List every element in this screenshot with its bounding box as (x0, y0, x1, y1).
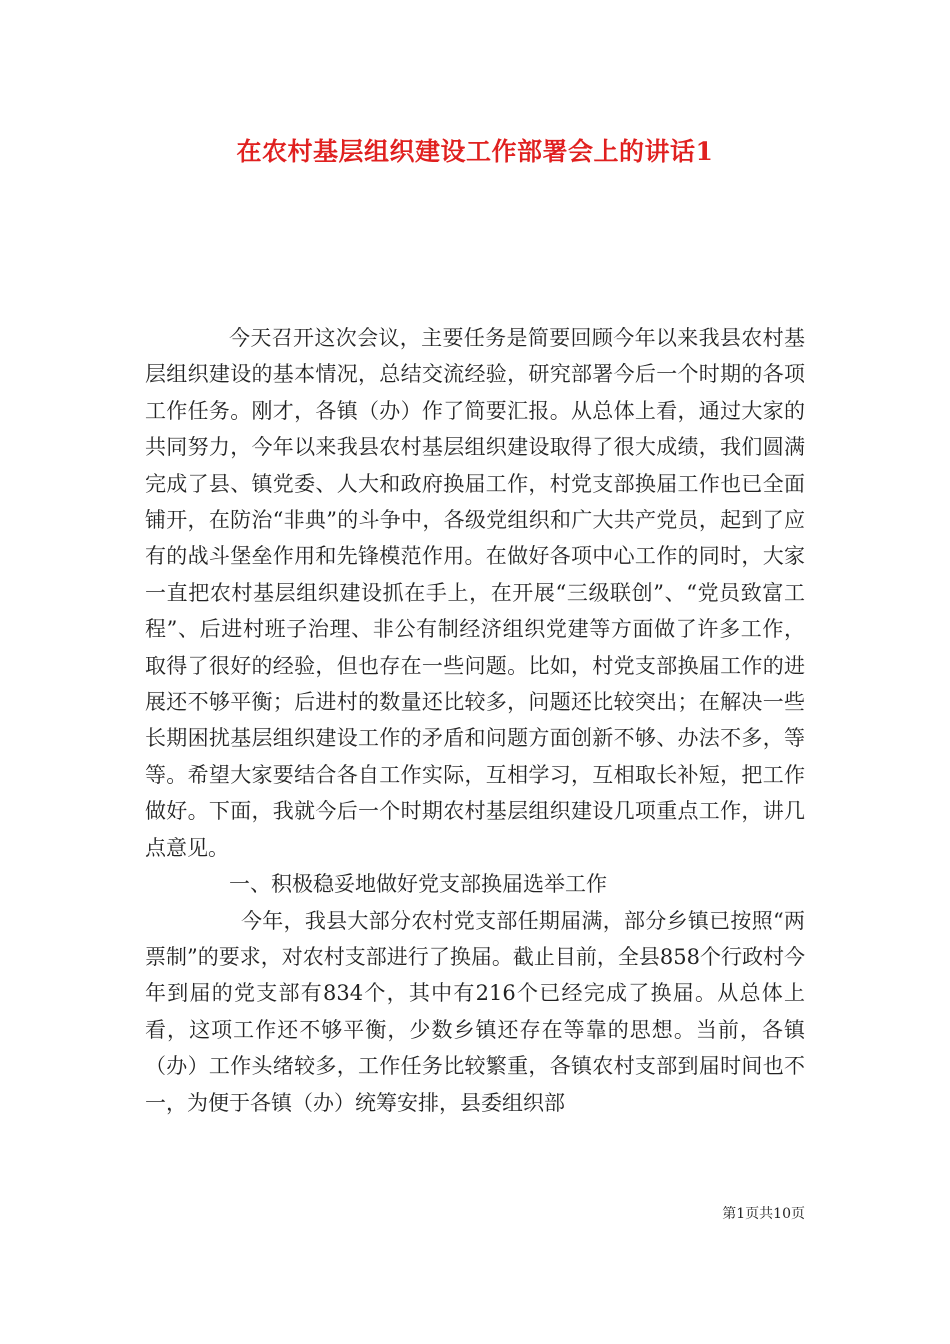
page-number-footer: 第1页共10页 (722, 1206, 805, 1222)
paragraph-intro: 今天召开这次会议，主要任务是简要回顾今年以来我县农村基层组织建设的基本情况，总结交流经验，研究部署今后一个时期的各项工作任务。刚才，各镇（办）作了简要汇报。从总体上看，通过大家的共同努力，今年以来我县农村基层组织建设取得了很大成绩，我们圆满完成了县、镇党委、人大和政府换届工作，村党支部换届工作也已全面铺开，在防治“非典”的斗争中，各级党组织和广大共产党员，起到了应有的战斗堡垒作用和先锋模范作用。在做好各项中心工作的同时，大家一直把农村基层组织建设抓在手上，在开展“三级联创”、“党员致富工程”、后进村班子治理、非公有制经济组织党建等方面做了许多工作，取得了很好的经验，但也存在一些问题。比如，村党支部换届工作的进展还不够平衡；后进村的数量还比较多，问题还比较突出；在解决一些长期困扰基层组织建设工作的矛盾和问题方面创新不够、办法不多，等等。希望大家要结合各自工作实际，互相学习，互相取长补短，把工作做好。下面，我就今后一个时期农村基层组织建设几项重点工作，讲几点意见。 (145, 326, 805, 860)
document-title: 在农村基层组织建设工作部署会上的讲话1 (236, 137, 714, 166)
paragraph-section-1: 今年，我县大部分农村党支部任期届满，部分乡镇已按照“两票制”的要求，对农村支部进行了换届。截止目前，全县858个行政村今年到届的党支部有834个，其中有216个已经完成了换届。从总体上看，这项工作还不够平衡，少数乡镇还存在等靠的思想。当前，各镇（办）工作头绪较多，工作任务比较繁重，各镇农村支部到届时间也不一，为便于各镇（办）统筹安排，县委组织部 (145, 908, 805, 1115)
section-heading-1: 一、积极稳妥地做好党支部换届选举工作 (229, 872, 607, 897)
document-body (145, 320, 805, 1121)
